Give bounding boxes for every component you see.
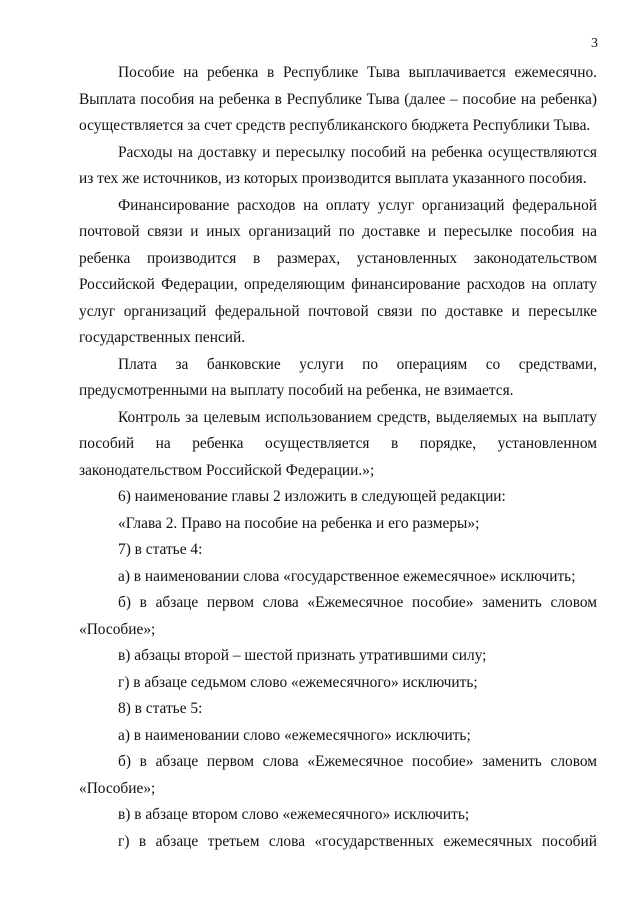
amendment-8a: а) в наименовании слово «ежемесячного» исключить;	[118, 726, 471, 744]
amendment-item-6: 6) наименование главы 2 изложить в следующей редакции:	[118, 488, 506, 505]
amendment-8v: в) в абзаце втором слово «ежемесячного» исключить;	[118, 806, 470, 823]
amendment-7g: г) в абзаце седьмом слово «ежемесячного» исключить;	[118, 673, 478, 691]
page-number: 3	[591, 36, 598, 51]
paragraph-benefit-payment: Пособие на ребенка в Республике Тыва выплачивается ежемесячно. Выплата пособия на ребенка в Республике Тыва (далее – пособие на ребенка) осуществляется за счет средств республиканского бюджета Республики Тыва.	[79, 64, 597, 134]
amendment-8g: г) в абзаце третьем слова «государственных ежемесячных пособий	[118, 832, 597, 850]
paragraph-delivery-costs: Расходы на доставку и пересылку пособий на ребенка осуществляются из тех же источников, из которых производится выплата указанного пособия.	[79, 143, 597, 187]
paragraph-bank-fees: Плата за банковские услуги по операциям со средствами, предусмотренными на выплату пособий на ребенка, не взимается.	[79, 355, 597, 399]
amendment-item-7: 7) в статье 4:	[118, 541, 203, 558]
amendment-7a: а) в наименовании слова «государственное ежемесячное» исключить;	[118, 567, 576, 585]
amendment-7v: в) абзацы второй – шестой признать утратившими силу;	[118, 647, 487, 664]
amendment-item-8: 8) в статье 5:	[118, 700, 203, 717]
paragraph-postal-financing: Финансирование расходов на оплату услуг организаций федеральной почтовой связи и иных организаций по доставке и пересылке пособия на ребенка производится в размерах, установленных законодательством Российской Федерации, определяющим финансирование расходов на оплату услуг организаций федеральной почтовой связи по доставке и пересылке государственных пенсий.	[79, 196, 597, 346]
chapter-2-title: «Глава 2. Право на пособие на ребенка и его размеры»;	[118, 514, 480, 532]
amendment-7b: б) в абзаце первом слова «Ежемесячное пособие» заменить словом «Пособие»;	[79, 594, 597, 638]
paragraph-control: Контроль за целевым использованием средств, выделяемых на выплату пособий на ребенка осуществляется в порядке, установленном законодательством Российской Федерации.»;	[79, 408, 597, 479]
document-body	[79, 60, 597, 855]
amendment-8b: б) в абзаце первом слова «Ежемесячное пособие» заменить словом «Пособие»;	[79, 753, 597, 797]
